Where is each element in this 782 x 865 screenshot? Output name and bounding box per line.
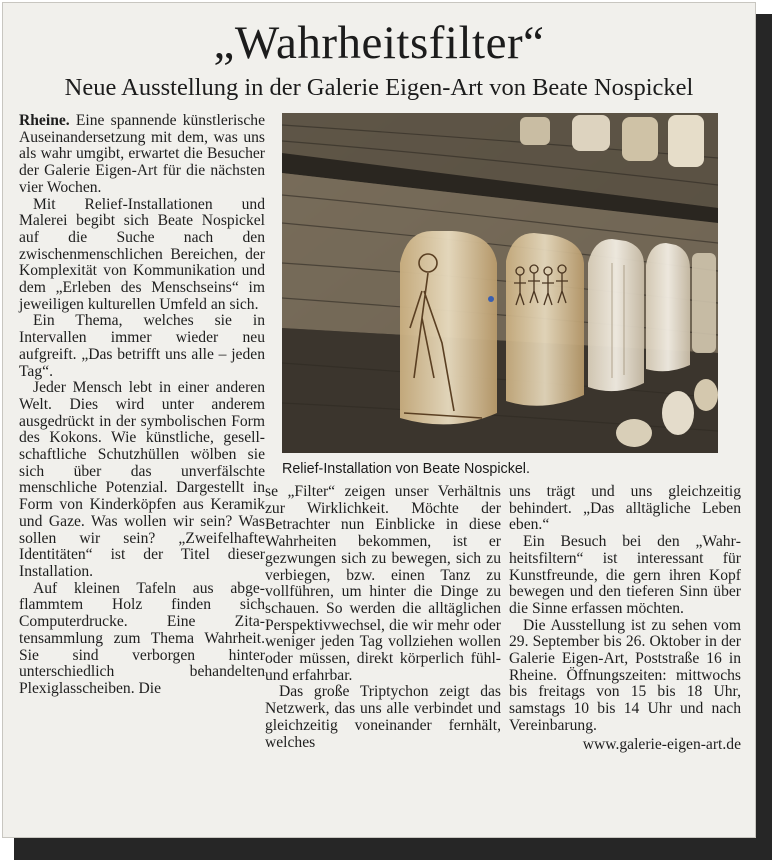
article-column-2 (265, 484, 501, 751)
article-column-1 (19, 113, 265, 698)
body-paragraph: se „Filter“ zeigen unser Verhältnis zur Wirklichkeit. Möchte der Betrachter nun Einblicke in diese Wahrheiten bekommen, ist er gezwungen sich zu bewegen, sich zu verbiegen, bzw. einen Tanz zu vollführen, um hinter die Dinge zu schauen. So werden die alltäglichen Perspektivwechsel, die wir mehr oder weniger jeden Tag vollziehen wollen oder müssen, direkt körperlich fühl- und erfahrbar. (265, 483, 501, 684)
body-paragraph: Ein Besuch bei den „Wahrheitsfiltern“ ist interessant für Kunstfreunde, die gern ihren Kopf bewegen und den tieferen Sinn über die Sinne erfassen möchten. (509, 533, 741, 617)
article-column-3 (509, 484, 741, 753)
body-paragraph: Jeder Mensch lebt in einer anderen Welt. Dies wird unter anderem ausgedrückt in der symbolischen Form des Kokons. Wie künstliche, gesellschaftliche Schutzhüllen wölben sie sich über das unverfälschte menschliche Potenzial. Dargestellt in Form von Kinderköpfen aus Keramik und Gaze. Was wollen wir sein? Was sollen wir sein? „Zweifelhafte Identitäten“ ist der Titel dieser Installation. (19, 379, 265, 580)
article-subheadline: Neue Ausstellung in der Galerie Eigen-Art von Beate Nospickel (64, 74, 694, 101)
body-paragraph: uns trägt und uns gleichzeitig behindert. „Das alltägliche Leben eben.“ (509, 483, 741, 534)
dateline: Rheine. (19, 112, 70, 129)
article-headline: „Wahrheitsfilter“ (213, 17, 545, 69)
newspaper-clipping (2, 2, 756, 838)
relief-photo-illustration (282, 113, 718, 453)
photo-caption: Relief-Installation von Beate Nospickel. (282, 461, 530, 477)
body-paragraph: Ein Thema, welches sie in Intervallen immer wieder neu aufgreift. „Das betrifft uns alle – jeden Tag“. (19, 312, 265, 380)
lead-text: Eine spannende künstlerische Auseinandersetzung mit dem, was uns als wahr umgibt, erwartet die Besucher der Galerie Eigen-Art für die nächsten vier Wochen. (19, 112, 265, 196)
gallery-website-link[interactable]: www.galerie-eigen-art.de (582, 735, 741, 753)
lead-paragraph (19, 113, 265, 197)
body-paragraph: Auf kleinen Tafeln aus abgeflammtem Holz finden sich Computerdrucke. Eine Zitatensammlung zum Thema Wahrheit. Sie sind verborgen hinter unterschiedlich behandelten Plexiglasscheiben. Die (19, 579, 265, 697)
body-paragraph: Das große Triptychon zeigt das Netzwerk, das uns alle verbindet und gleichzeitig voneinander fernhält, welches (265, 683, 501, 751)
body-paragraph: Die Ausstellung ist zu sehen vom 29. September bis 26. Oktober in der Galerie Eigen-Art, Poststraße 16 in Rheine. Öffnungszeiten: mittwochs bis freitags von 15 bis 18 Uhr, samstags 10 bis 14 Uhr und nach Vereinbarung. (509, 616, 741, 734)
body-paragraph: Mit Relief-Installationen und Malerei begibt sich Beate Nospickel auf die Suche nach den zwischenmenschlichen Bereichen, der Komplexität von Kommunikation und dem „Erleben des Menschseins“ im jeweiligen kulturellen Umfeld an sich. (19, 195, 265, 313)
relief-installation-photo (282, 113, 718, 453)
